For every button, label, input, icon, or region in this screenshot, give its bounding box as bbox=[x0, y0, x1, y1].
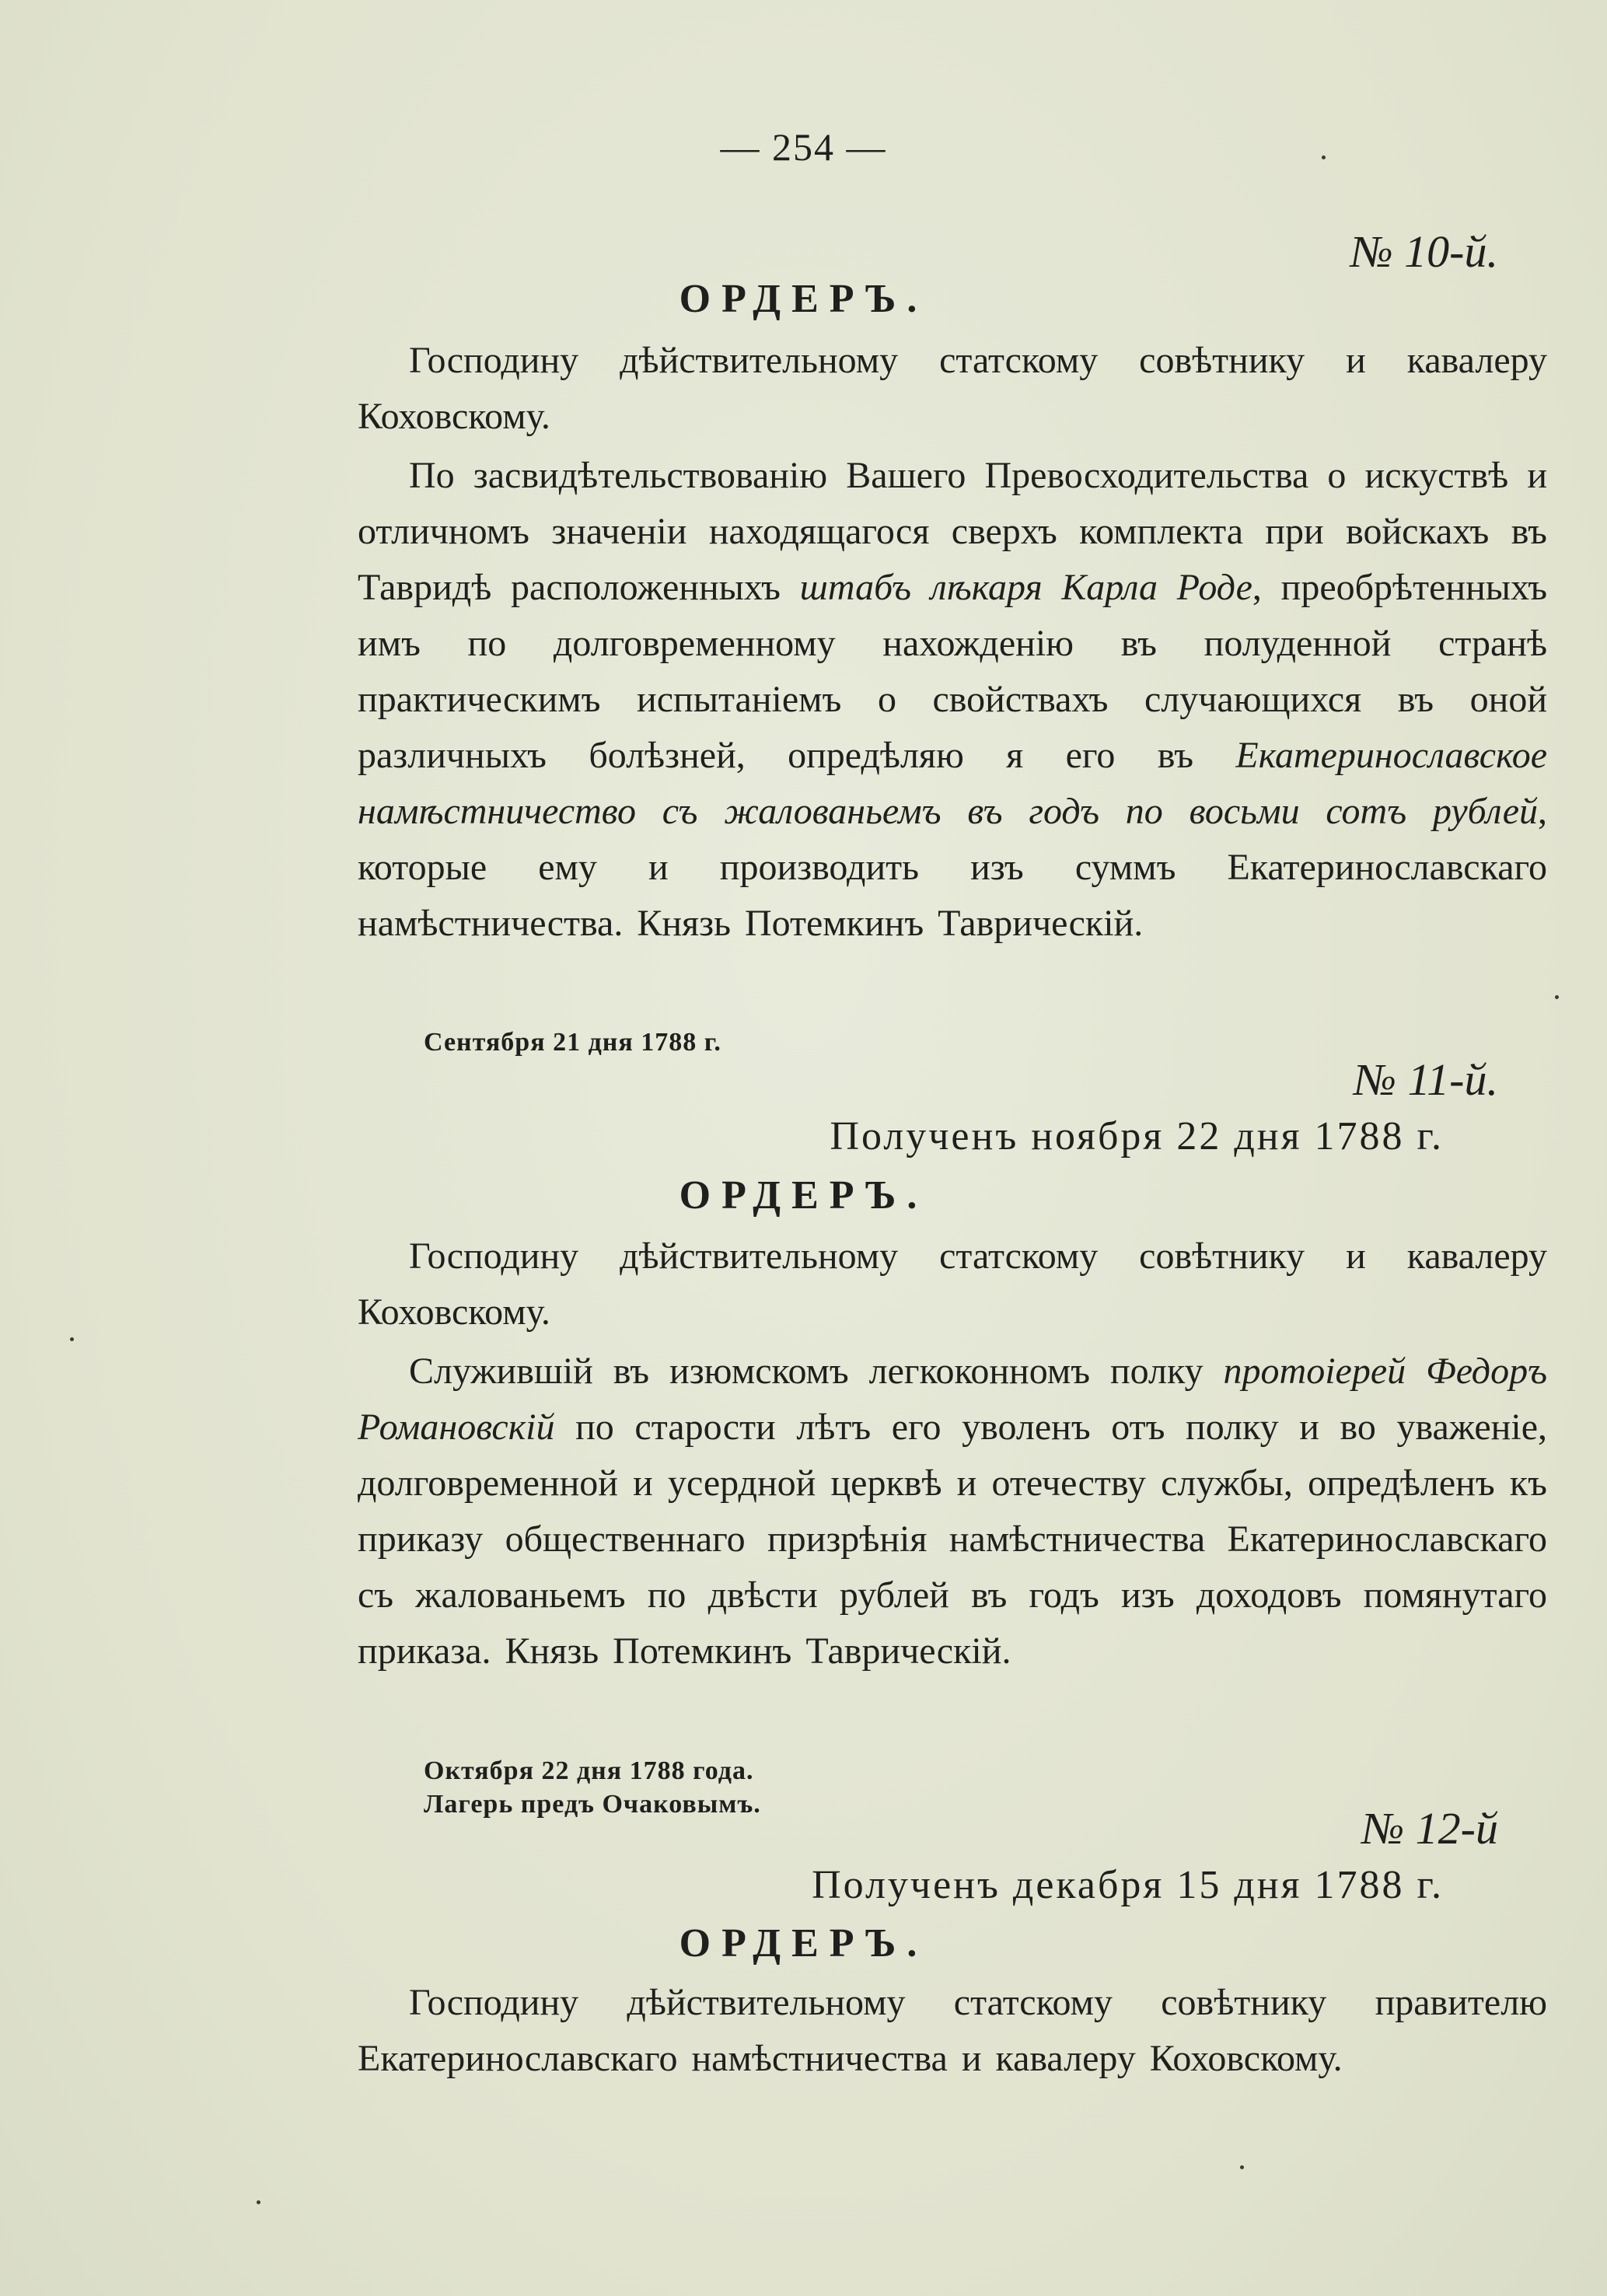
order-11-received: Полученъ ноября 22 дня 1788 г. bbox=[830, 1114, 1444, 1158]
order-10-date: Сентября 21 дня 1788 г. bbox=[424, 1028, 721, 1057]
order-12-addressee bbox=[358, 1975, 1547, 2087]
body-text: по старости лѣтъ его уволенъ отъ полку и во уваженіе, долговременной и усердной церквѣ и отечеству службы, опредѣленъ къ приказу общественнаго призрѣнія намѣстничества Екатеринославскаго съ жалованьемъ по двѣсти рублей въ годъ изъ доходовъ помянутаго приказа. Князь Потемкинъ Таврическій. bbox=[358, 1407, 1547, 1672]
scan-speck bbox=[1322, 156, 1326, 159]
order-title-12: ОРДЕРЪ. bbox=[679, 1921, 928, 1966]
order-11-body bbox=[358, 1344, 1547, 1679]
addressee-text: Господину дѣйствительному статскому совѣтнику и кавалеру Коховскому. bbox=[358, 340, 1547, 437]
order-10-addressee bbox=[358, 333, 1547, 445]
scan-speck bbox=[1240, 2165, 1244, 2169]
order-number-11: № 11-й. bbox=[1354, 1054, 1498, 1105]
scan-speck bbox=[70, 1337, 74, 1341]
order-12-received: Полученъ декабря 15 дня 1788 г. bbox=[812, 1863, 1444, 1907]
order-title-11: ОРДЕРЪ. bbox=[679, 1173, 928, 1218]
addressee-text: Господину дѣйствительному статскому совѣтнику правителю Екатеринославскаго намѣстничества и кавалеру Коховскому. bbox=[358, 1982, 1547, 2079]
italic-name: штабъ лѣкаря Карла Роде bbox=[799, 567, 1252, 608]
italic-phrase: Екатеринославское намѣстничество съ жалованьемъ въ годъ по восьми сотъ рублей bbox=[358, 735, 1547, 832]
order-number-10: № 10-й. bbox=[1350, 226, 1498, 277]
page-number: — 254 — bbox=[720, 125, 887, 169]
body-text: , преобрѣтенныхъ имъ по долговременному нахожденію въ полуденной странѣ практическимъ испытаніемъ о свойствахъ случающихся въ оной различныхъ болѣзней, опредѣляю я его въ bbox=[358, 567, 1548, 776]
body-text: Служившій въ изюмскомъ легкоконномъ полку bbox=[409, 1351, 1224, 1392]
scan-speck bbox=[1555, 995, 1559, 999]
italic-name: протоіерей Федоръ Романовскій bbox=[358, 1351, 1547, 1448]
addressee-text: Господину дѣйствительному статскому совѣтнику и кавалеру Коховскому. bbox=[358, 1235, 1547, 1333]
order-number-12: № 12-й bbox=[1361, 1803, 1498, 1854]
body-text: , которые ему и производить изъ суммъ Екатеринославскаго намѣстничества. Князь Потемкинъ Таврическій. bbox=[358, 791, 1547, 944]
order-11-date: Октября 22 дня 1788 года. bbox=[424, 1756, 754, 1785]
order-11-place: Лагерь предъ Очаковымъ. bbox=[424, 1790, 761, 1819]
order-title-10: ОРДЕРЪ. bbox=[679, 277, 928, 321]
order-11-addressee bbox=[358, 1228, 1547, 1340]
scan-speck bbox=[257, 2200, 260, 2204]
order-10-body bbox=[358, 448, 1547, 952]
body-text: По засвидѣтельствованію Вашего Превосходительства о искуствѣ и отличномъ значеніи находящагося сверхъ комплекта при войскахъ въ Тавридѣ расположенныхъ bbox=[358, 455, 1547, 608]
